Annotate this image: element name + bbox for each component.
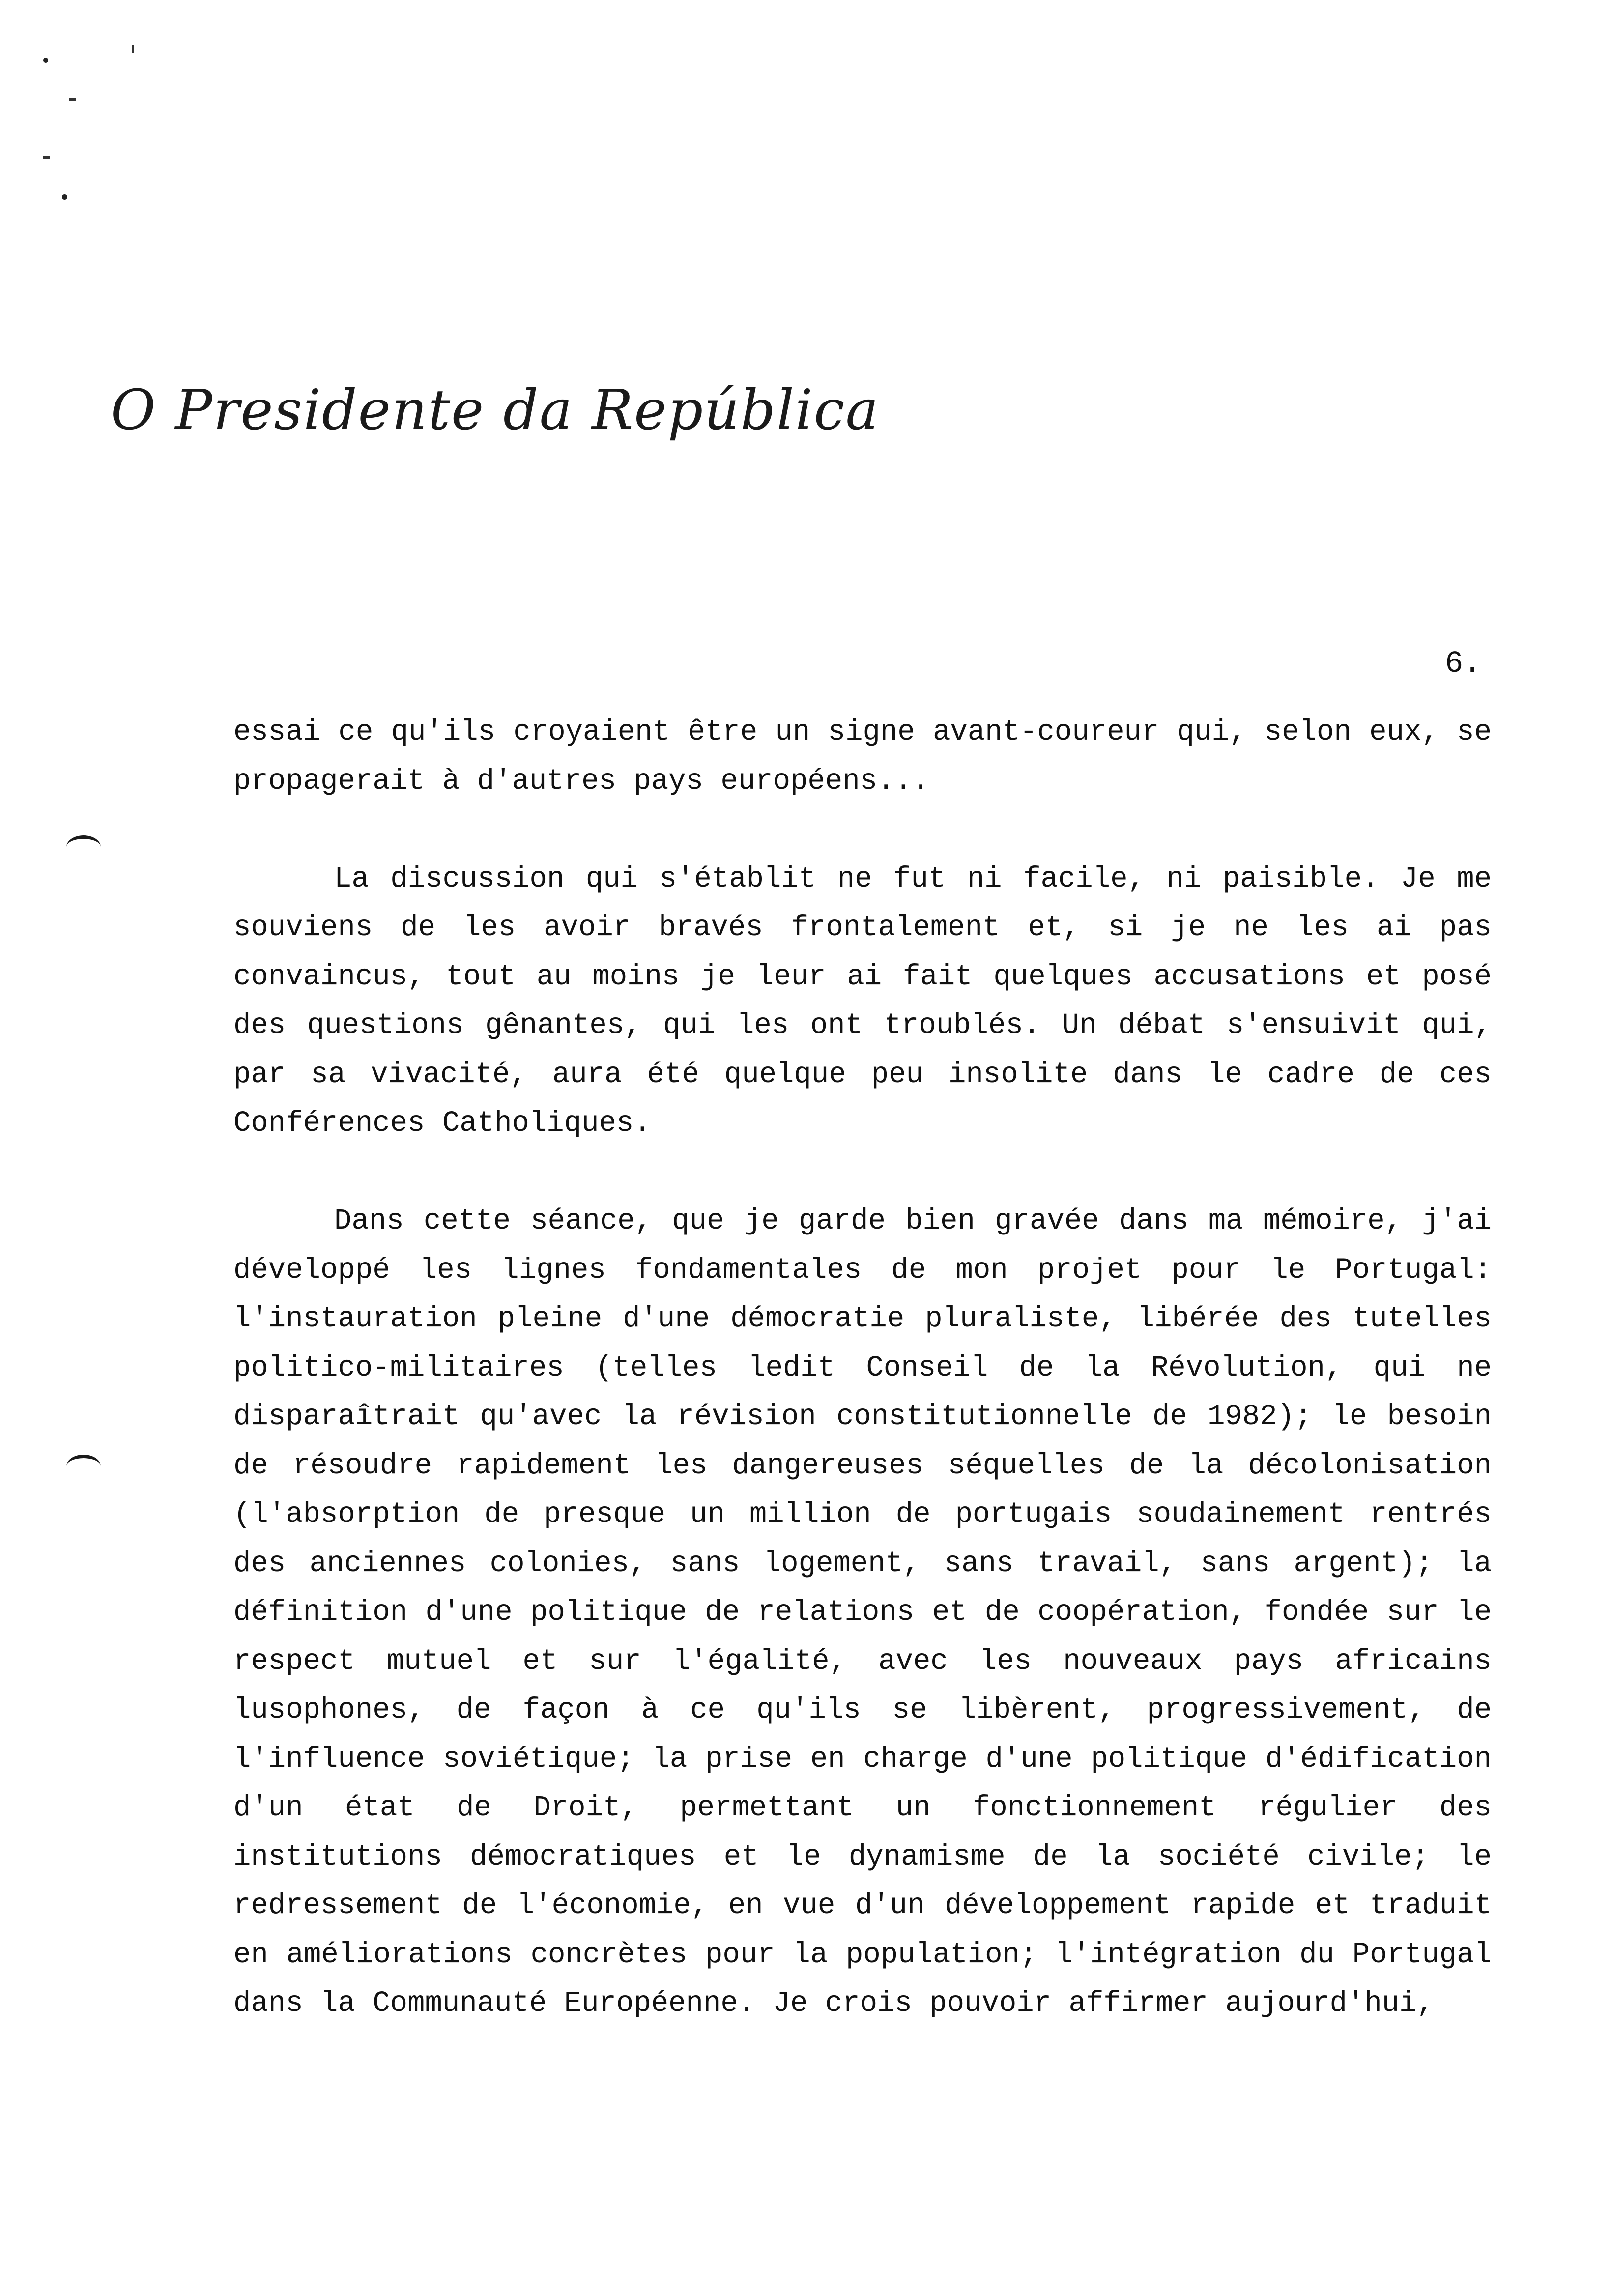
margin-correction-mark [66,835,101,859]
paragraph: La discussion qui s'établit ne fut ni facile, ni paisible. Je me souviens de les avoir bravés frontalement et, si je ne les ai pas convaincus, tout au moins je leur ai fait quelques accusations et posé des questions gênantes, qui les ont troublés. Un débat s'ensuivit qui, par sa vivacité, aura été quelque peu insolite dans le cadre de ces Conférences Catholiques. [233,862,1492,1140]
paragraph: Dans cette séance, que je garde bien gravée dans ma mémoire, j'ai développé les lignes fondamentales de mon projet pour le Portugal: l'instauration pleine d'une démocratie pluraliste, libérée des tutelles politico-militaires (telles ledit Conseil de la Révolution, qui ne disparaîtrait qu'avec la révision constitutionnelle de 1982); le besoin de résoudre rapidement les dangereuses séquelles de la décolonisation (l'absorption de presque un million de portugais soudainement rentrés des anciennes colonies, sans logement, sans travail, sans argent); la définition d'une politique de relations et de coopération, fondée sur le respect mutuel et sur l'égalité, avec les nouveaux pays africains lusophones, de façon à ce qu'ils se libèrent, progressivement, de l'influence soviétique; la prise en charge d'une politique d'édification d'un état de Droit, permettant un fonctionnement régulier des institutions démocratiques et le dynamisme de la société civile; le redressement de l'économie, en vue d'un développement rapide et traduit en améliorations concrètes pour la population; l'intégration du Portugal dans la Communauté Européenne. Je crois pouvoir affirmer aujourd'hui, [233,1205,1492,2020]
letterhead-title: O Presidente da República [111,378,880,442]
margin-correction-mark [66,1455,101,1478]
scan-mark [132,45,134,53]
scan-mark [43,58,48,63]
document-body [233,708,1492,2077]
scan-mark [69,98,76,101]
page-number: 6. [1445,646,1482,681]
scan-mark [62,194,67,200]
paragraph: essai ce qu'ils croyaient être un signe avant-coureur qui, selon eux, se propagerait à d'autres pays européens... [233,716,1492,798]
scan-mark [43,156,50,159]
